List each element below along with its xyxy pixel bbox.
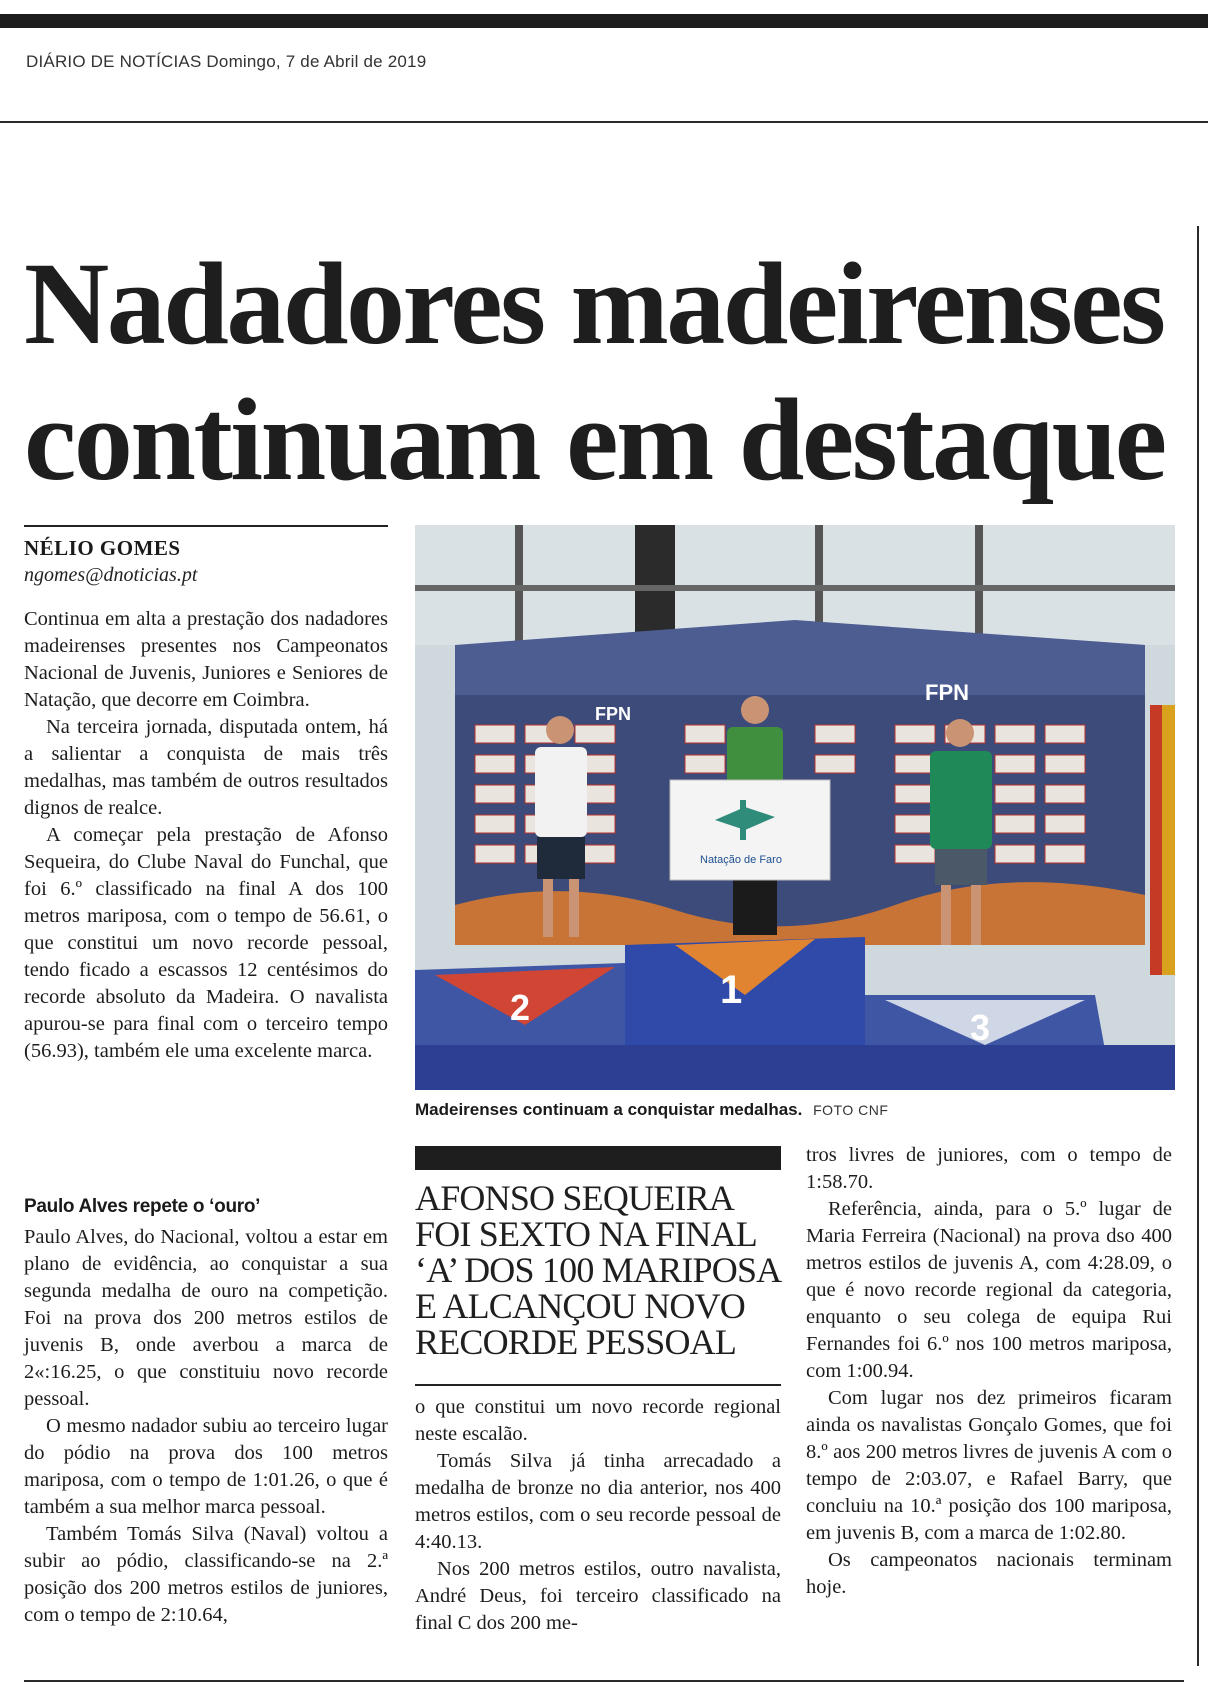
- paragraph: Os campeonatos nacionais terminam hoje.: [806, 1549, 1172, 1598]
- pull-quote-line: AFONSO SEQUEIRA: [415, 1178, 735, 1218]
- caption-text: Madeirenses continuam a conquistar medalhas.: [415, 1100, 803, 1119]
- flag-text: Natação de Faro: [700, 854, 782, 866]
- paragraph: Continua em alta a prestação dos nadadores madeirenses presentes nos Campeonatos Nacional de Juvenis, Juniores e Seniores de Natação, que decorre em Coimbra.: [24, 608, 388, 711]
- banner-text-right: FPN: [925, 680, 969, 705]
- article-column-1-top: [24, 606, 388, 1065]
- paragraph: o que constitui um novo recorde regional neste escalão.: [415, 1396, 781, 1445]
- article-column-2: [415, 1394, 781, 1637]
- paragraph: tros livres de juniores, com o tempo de 1:58.70.: [806, 1144, 1172, 1193]
- paragraph: Referência, ainda, para o 5.º lugar de Maria Ferreira (Nacional) na prova dso 400 metros estilos de juvenis A, com 4:28.09, o que é novo recorde regional da categoria, enquanto o seu colega de equipa Rui Fernandes foi 6.º nos 100 metros mariposa, com 1:00.94.: [806, 1198, 1172, 1382]
- headline: [24, 236, 1194, 508]
- article-column-1-bottom: [24, 1224, 388, 1629]
- pull-quote: [415, 1180, 785, 1360]
- byline-name: NÉLIO GOMES: [24, 536, 181, 560]
- article-column-3: [806, 1142, 1172, 1601]
- bottom-rule: [24, 1680, 1184, 1682]
- pull-quote-line: E ALCANÇOU NOVO: [415, 1286, 746, 1326]
- pull-quote-line: FOI SEXTO NA FINAL: [415, 1214, 757, 1254]
- podium-photo: [415, 525, 1175, 1090]
- paragraph: Na terceira jornada, disputada ontem, há a salientar a conquista de mais três medalhas, mas também de outros resultados dignos de realce.: [24, 716, 388, 819]
- paragraph: Nos 200 metros estilos, outro navalista, André Deus, foi terceiro classificado na final C dos 200 me-: [415, 1558, 781, 1634]
- podium-number-3: 3: [970, 1007, 991, 1048]
- headline-line-1: Nadadores madeirenses: [24, 238, 1164, 369]
- column-rule-right: [1197, 226, 1199, 1666]
- paragraph: Tomás Silva já tinha arrecadado a medalha de bronze no dia anterior, nos 400 metros estilos, com o seu recorde pessoal de 4:40.13.: [415, 1450, 781, 1553]
- paragraph: A começar pela prestação de Afonso Sequeira, do Clube Naval do Funchal, que foi 6.º classificado na final A dos 100 metros mariposa, com o tempo de 56.61, o que constitui um novo recorde pessoal, tendo ficado a escassos 12 centésimos do recorde absoluto da Madeira. O navalista apurou-se para final com o terceiro tempo (56.93), também ele uma excelente marca.: [24, 824, 388, 1062]
- headline-line-2: continuam em destaque: [24, 374, 1165, 505]
- pull-quote-rule: [415, 1384, 781, 1386]
- photo-caption: [415, 1100, 888, 1120]
- pull-quote-line: RECORDE PESSOAL: [415, 1322, 737, 1362]
- pull-quote-bar: [415, 1146, 781, 1170]
- paragraph: Com lugar nos dez primeiros ficaram ainda os navalistas Gonçalo Gomes, que foi 8.º aos 200 metros livres de juvenis A com o tempo de 2:03.07, e Rafael Barry, que concluiu na 10.ª posição dos 100 mariposa, em juvenis B, com a marca de 1:02.80.: [806, 1387, 1172, 1544]
- podium-illustration: [415, 525, 1175, 1090]
- photo-credit: FOTO CNF: [813, 1102, 889, 1118]
- byline-rule: [24, 525, 388, 527]
- paragraph: Também Tomás Silva (Naval) voltou a subir ao pódio, classificando-se na 2.ª posição dos 200 metros estilos de juniores, com o tempo de 2:10.64,: [24, 1523, 388, 1626]
- podium-number-1: 1: [720, 968, 743, 1012]
- masthead: DIÁRIO DE NOTÍCIAS Domingo, 7 de Abril de 2019: [26, 52, 427, 71]
- masthead-rule: [0, 121, 1208, 123]
- paragraph: O mesmo nadador subiu ao terceiro lugar do pódio na prova dos 100 metros mariposa, com o tempo de 1:01.26, o que é também a sua melhor marca pessoal.: [24, 1415, 388, 1518]
- top-bar: [0, 14, 1208, 28]
- byline-email[interactable]: ngomes@dnoticias.pt: [24, 564, 198, 586]
- subheading: Paulo Alves repete o ‘ouro’: [24, 1196, 261, 1217]
- paragraph: Paulo Alves, do Nacional, voltou a estar em plano de evidência, ao conquistar a sua segunda medalha de ouro na competição. Foi na prova dos 200 metros estilos de juvenis B, onde averbou a marca de 2«:16.25, o que constituiu novo recorde pessoal.: [24, 1226, 388, 1410]
- pull-quote-line: ‘A’ DOS 100 MARIPOSA: [415, 1250, 782, 1290]
- podium-number-2: 2: [510, 987, 531, 1028]
- banner-text-left: FPN: [595, 704, 631, 724]
